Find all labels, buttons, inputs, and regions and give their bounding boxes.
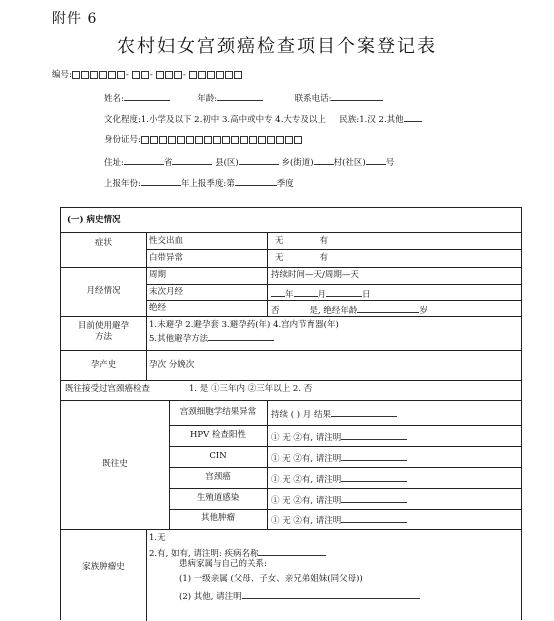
contraception-options[interactable]: 1.未避孕 2.避孕套 3.避孕药(年) 4.宫内节育器(年) 5.其他避孕方法 (149, 320, 339, 344)
family-yes-option[interactable]: 2.有, 如有, 请注明: 疾病名称 (149, 546, 326, 560)
digit-box[interactable] (216, 71, 224, 79)
history-item: 生殖道感染 (196, 493, 240, 503)
pregnancy-value[interactable]: 孕次 分娩次 (149, 360, 195, 370)
digit-box[interactable] (108, 71, 116, 79)
history-item: HPV 检查阳性 (190, 430, 246, 440)
history-table (60, 207, 522, 620)
group-field[interactable] (366, 155, 386, 165)
digit-box[interactable] (207, 71, 215, 79)
province-field[interactable] (124, 155, 164, 165)
digit-box[interactable] (177, 136, 185, 144)
township-label: 乡(街道) (281, 158, 314, 168)
digit-box[interactable] (141, 136, 149, 144)
education-label: 文化程度: (104, 115, 141, 125)
last-period-label: 末次月经 (149, 287, 184, 297)
symptom-discharge-options[interactable]: 无 有 (275, 253, 329, 263)
digit-box[interactable] (72, 71, 80, 79)
history-value-cin[interactable]: ① 无 ②有, 请注明 (271, 451, 407, 465)
quarter-suffix: 季度 (276, 179, 294, 189)
county-field[interactable] (172, 155, 212, 165)
digit-box[interactable] (294, 136, 302, 144)
report-year-field[interactable] (141, 176, 181, 186)
digit-box[interactable] (186, 136, 194, 144)
history-item: 宫颈细胞学结果异常 (179, 407, 257, 417)
separator: - (125, 69, 129, 80)
separator: - (149, 69, 153, 80)
digit-box[interactable] (276, 136, 284, 144)
period-value[interactable]: 持续时间—天/周期—天 (271, 270, 359, 280)
name-label: 姓名: (104, 94, 124, 104)
contraception-label: 目前使用避孕 方法 (77, 321, 129, 342)
id-label: 编号: (52, 70, 72, 80)
address-row (104, 155, 394, 168)
name-field[interactable] (124, 91, 170, 101)
province-label: 省 (163, 158, 173, 168)
digit-box[interactable] (267, 136, 275, 144)
digit-box[interactable] (99, 71, 107, 79)
menopause-options[interactable]: 否 是, 绝经年龄 岁 (271, 303, 428, 317)
symptom-item: 性交出血 (149, 236, 184, 246)
period-label: 周期 (149, 270, 167, 280)
symptom-bleeding-options[interactable]: 无 有 (275, 236, 329, 246)
menopause-label: 绝经 (149, 303, 167, 313)
family-relation-first-degree[interactable]: (1) 一级亲属 (父母、子女、亲兄弟姐妹(同父母)) (179, 574, 363, 584)
id-boxes[interactable] (72, 70, 243, 80)
township-field[interactable] (239, 155, 279, 165)
history-value-other-tumor[interactable]: ① 无 ②有, 请注明 (271, 513, 407, 527)
family-history-label: 家族肿瘤史 (82, 562, 125, 572)
digit-box[interactable] (198, 71, 206, 79)
digit-box[interactable] (132, 71, 140, 79)
family-none-option[interactable]: 1.无 (149, 533, 166, 543)
prior-screening-label: 既往接受过宫颈癌检查 (65, 384, 151, 394)
ethnicity-options[interactable]: 1.汉 2.其他 (359, 115, 404, 125)
digit-box[interactable] (150, 136, 158, 144)
id-number-field[interactable] (52, 68, 243, 80)
digit-box[interactable] (231, 136, 239, 144)
last-period-date[interactable]: 年 月 日 (271, 287, 371, 301)
history-label: 既往史 (102, 459, 128, 469)
history-item: 宫颈癌 (205, 472, 231, 482)
name-row (104, 91, 383, 104)
digit-box[interactable] (249, 136, 257, 144)
history-value-hpv[interactable]: ① 无 ②有, 请注明 (271, 430, 407, 444)
education-options[interactable]: 1.小学及以下 2.初中 3.高中或中专 4.大专及以上 (140, 115, 326, 125)
family-relation-label: 患病家属与自己的关系: (179, 559, 267, 569)
form-title: 农村妇女宫颈癌检查项目个案登记表 (117, 36, 437, 57)
digit-box[interactable] (285, 136, 293, 144)
family-relation-other[interactable]: (2) 其他, 请注明 (179, 589, 420, 603)
digit-box[interactable] (174, 71, 182, 79)
history-value-cervical-cancer[interactable]: ① 无 ②有, 请注明 (271, 472, 407, 486)
symptom-item: 白带异常 (149, 253, 184, 263)
idcard-row (104, 133, 303, 145)
age-label: 年龄: (197, 94, 218, 104)
digit-box[interactable] (156, 71, 164, 79)
digit-box[interactable] (141, 71, 149, 79)
menstrual-label: 月经情况 (86, 286, 121, 296)
digit-box[interactable] (189, 71, 197, 79)
phone-field[interactable] (331, 91, 383, 101)
ethnicity-label: 民族: (339, 115, 360, 125)
history-value-cytology[interactable]: 持续 ( ) 月 结果 (271, 407, 397, 421)
digit-box[interactable] (225, 71, 233, 79)
digit-box[interactable] (159, 136, 167, 144)
digit-box[interactable] (234, 71, 242, 79)
digit-box[interactable] (222, 136, 230, 144)
digit-box[interactable] (195, 136, 203, 144)
group-label: 号 (385, 158, 395, 168)
digit-box[interactable] (213, 136, 221, 144)
report-quarter-label: 年上报季度:第 (180, 179, 235, 189)
pregnancy-label: 孕产史 (90, 360, 117, 370)
digit-box[interactable] (117, 71, 125, 79)
annex-label: 附件 6 (52, 11, 98, 27)
address-label: 住址: (104, 158, 124, 168)
history-item: CIN (209, 451, 227, 461)
history-value-infection[interactable]: ① 无 ②有, 请注明 (271, 493, 407, 507)
separator: - (182, 69, 186, 80)
idcard-boxes[interactable] (141, 135, 303, 145)
history-item: 其他肿瘤 (200, 513, 235, 523)
symptoms-label: 症状 (94, 238, 112, 248)
digit-box[interactable] (240, 136, 248, 144)
county-label: 县(区) (215, 158, 239, 168)
age-field[interactable] (217, 91, 263, 101)
village-label: 村(社区) (333, 158, 366, 168)
prior-screening-options[interactable]: 1. 是 ①三年内 ②三年以上 2. 否 (189, 384, 313, 394)
digit-box[interactable] (81, 71, 89, 79)
digit-box[interactable] (204, 136, 212, 144)
ethnicity-other-field[interactable] (404, 112, 422, 122)
report-row (104, 176, 294, 189)
digit-box[interactable] (168, 136, 176, 144)
report-year-label: 上报年份: (104, 179, 141, 189)
report-quarter-field[interactable] (235, 176, 277, 186)
section-title: (一) 病史情况 (67, 215, 121, 225)
digit-box[interactable] (90, 71, 98, 79)
digit-box[interactable] (165, 71, 173, 79)
digit-box[interactable] (258, 136, 266, 144)
idcard-label: 身份证号: (104, 135, 141, 145)
education-row (104, 112, 422, 125)
phone-label: 联系电话: (294, 94, 332, 104)
village-field[interactable] (314, 155, 334, 165)
